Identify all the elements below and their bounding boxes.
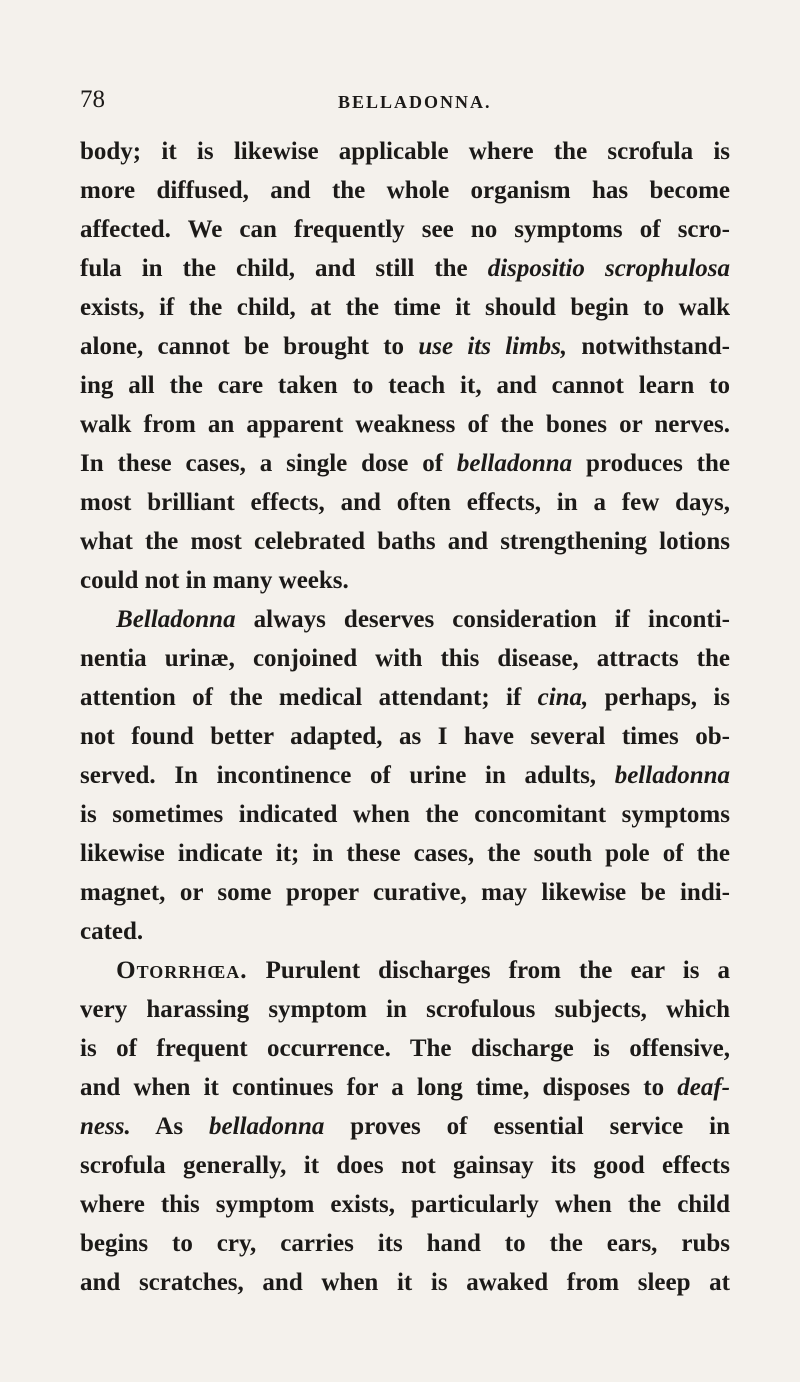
text-line-9: In these cases, a single dose of belladonna produces the [80,450,730,477]
text-line-23: very harassing symptom in scrofulous subjects, which [80,996,730,1023]
text-line-1: body; it is likewise applicable where the scrofula is [80,138,730,165]
section-heading-otorrhoea: Otorrhœa. [116,957,248,984]
text-line-12: could not in many weeks. [80,567,349,594]
text-line-6: alone, cannot be brought to use its limbs, notwithstand- [80,333,730,360]
text-line-11: what the most celebrated baths and strengthening lotions [80,528,730,555]
text-line-8: walk from an apparent weakness of the bones or nerves. [80,411,730,438]
text-line-26: ness. As belladonna proves of essential service in [80,1113,730,1140]
text-line-2: more diffused, and the whole organism has become [80,177,730,204]
text-line-3: affected. We can frequently see no symptoms of scro- [80,216,730,243]
text-line-7: ing all the care taken to teach it, and cannot learn to [80,372,730,399]
text-line-10: most brilliant effects, and often effects, in a few days, [80,489,730,516]
text-line-28: where this symptom exists, particularly when the child [80,1191,730,1218]
text-line-13: Belladonna always deserves consideration if inconti- [116,606,730,633]
text-line-30: and scratches, and when it is awaked from sleep at [80,1269,730,1296]
text-line-29: begins to cry, carries its hand to the ears, rubs [80,1230,730,1257]
text-line-4: fula in the child, and still the dispositio scrophulosa [80,255,731,282]
page-header [80,80,720,120]
text-line-5: exists, if the child, at the time it should begin to walk [80,294,730,321]
text-line-15: attention of the medical attendant; if cina, perhaps, is [80,684,730,711]
running-head: BELLADONNA. [338,92,492,112]
body-text [80,132,730,1302]
text-line-27: scrofula generally, it does not gainsay its good effects [80,1152,730,1179]
page-number: 78 [80,86,105,113]
text-line-25: and when it continues for a long time, disposes to deaf- [80,1074,730,1101]
text-line-24: is of frequent occurrence. The discharge is offensive, [80,1035,730,1062]
text-line-18: is sometimes indicated when the concomitant symptoms [80,801,730,828]
text-line-17: served. In incontinence of urine in adults, belladonna [80,762,730,789]
text-line-14: nentia urinæ, conjoined with this disease, attracts the [80,645,730,672]
text-line-20: magnet, or some proper curative, may likewise be indi- [80,879,730,906]
text-line-21: cated. [80,918,144,945]
text-line-19: likewise indicate it; in these cases, the south pole of the [80,840,730,867]
text-line-16: not found better adapted, as I have several times ob- [80,723,730,750]
text-line-22: Otorrhœa. Purulent discharges from the ear is a [116,957,730,984]
